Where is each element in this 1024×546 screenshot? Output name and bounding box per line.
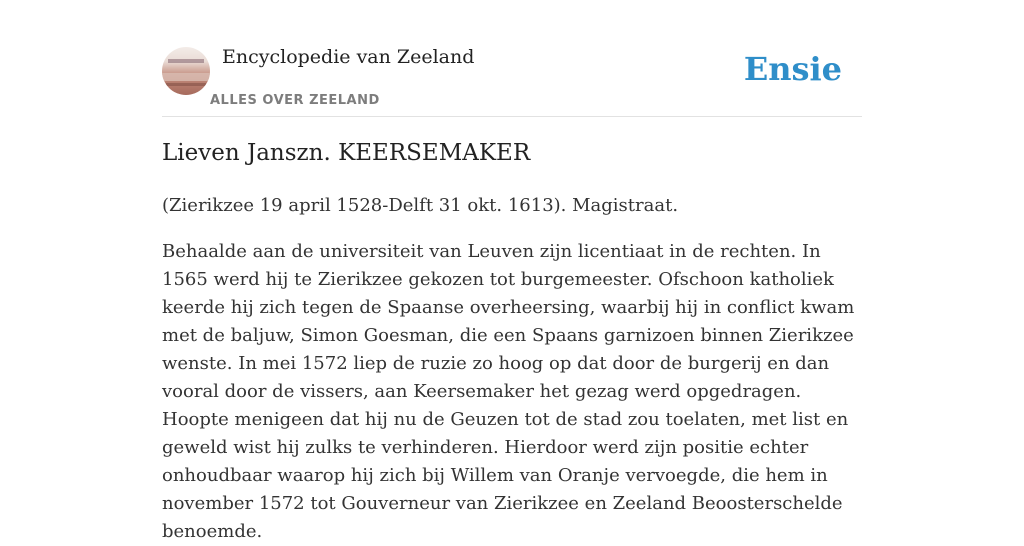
site-header [162, 44, 862, 117]
article-intro: (Zierikzee 19 april 1528-Delft 31 okt. 1613). Magistraat. [162, 195, 679, 216]
brand-logo[interactable]: Ensie [743, 50, 842, 88]
avatar-detail [166, 83, 206, 86]
article-body: Behaalde aan de universiteit van Leuven zijn licentiaat in de rechten. In 1565 werd hij te Zierikzee gekozen tot burgemeester. Ofschoon katholiek keerde hij zich tegen de Spaanse overheersing, waarbij hij in conflict kwam met de baljuw, Simon Goesman, die een Spaans garnizoen binnen Zierikzee wenste. In mei 1572 liep de ruzie zo hoog op dat door de burgerij en dan vooral door de vissers, aan Keersemaker het gezag werd opgedragen. Hoopte menigeen dat hij nu de Geuzen tot de stad zou toelaten, met list en geweld wist hij zulks te verhinderen. Hierdoor werd zijn positie echter onhoudbaar waarop hij zich bij Willem van Oranje vervoegde, die hem in november 1572 tot Gouverneur van Zierikzee en Zeeland Beoosterschelde benoemde. [162, 241, 855, 542]
avatar-detail [168, 59, 204, 63]
site-tagline: ALLES OVER ZEELAND [210, 93, 380, 108]
avatar-detail [162, 73, 210, 81]
article-title: Lieven Janszn. KEERSEMAKER [162, 140, 531, 166]
site-avatar[interactable] [162, 47, 210, 95]
article [162, 140, 862, 546]
site-title[interactable]: Encyclopedie van Zeeland [222, 46, 475, 68]
